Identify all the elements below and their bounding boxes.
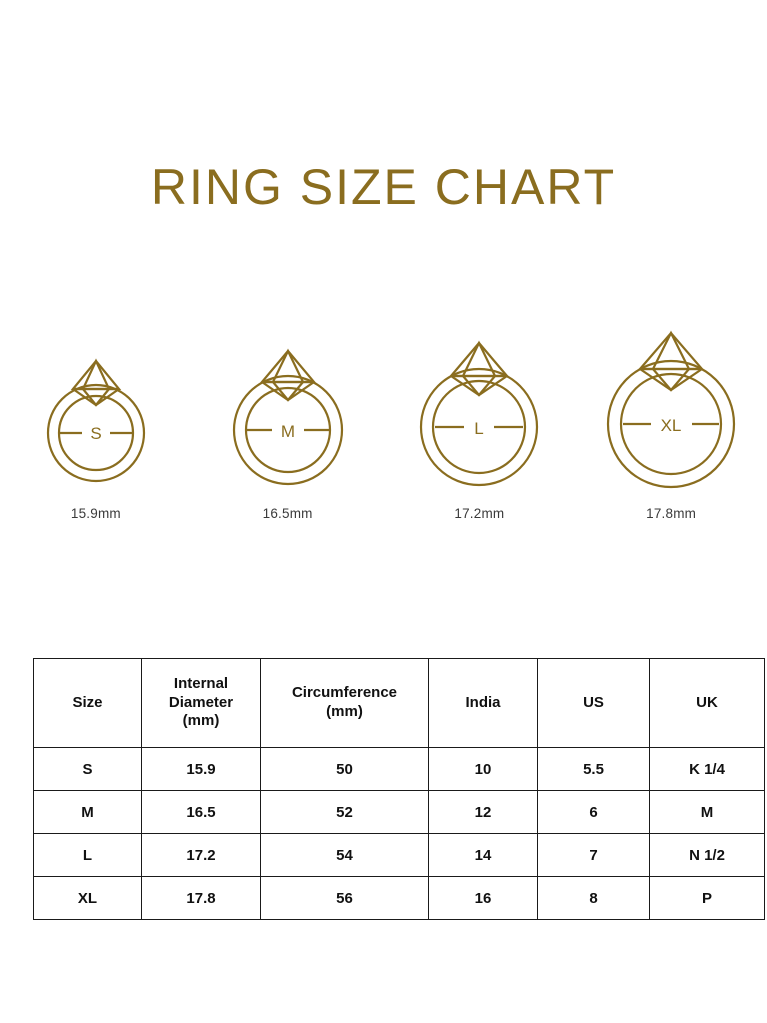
ring-size-table bbox=[33, 658, 765, 920]
ring-size-label: M bbox=[280, 422, 295, 441]
table-header bbox=[34, 659, 765, 748]
cell-india: 10 bbox=[429, 748, 538, 791]
cell-us: 5.5 bbox=[538, 748, 650, 791]
ring-diameter-caption: 17.2mm bbox=[454, 506, 505, 521]
cell-uk: M bbox=[650, 791, 765, 834]
column-header-india: India bbox=[429, 659, 538, 748]
cell-us: 8 bbox=[538, 877, 650, 920]
diamond-ring-icon bbox=[35, 340, 157, 490]
table-row bbox=[34, 877, 765, 920]
ring-illustration-l bbox=[389, 310, 569, 521]
diamond-ring-icon bbox=[404, 322, 554, 490]
table-row bbox=[34, 748, 765, 791]
column-header-line-2: Diameter bbox=[168, 693, 234, 711]
column-header-internal-diameter bbox=[142, 659, 261, 748]
cell-india: 12 bbox=[429, 791, 538, 834]
cell-uk: N 1/2 bbox=[650, 834, 765, 877]
ring-size-label: S bbox=[90, 424, 102, 443]
cell-circumference: 56 bbox=[261, 877, 429, 920]
ring-illustration-xl bbox=[581, 310, 761, 521]
cell-uk: P bbox=[650, 877, 765, 920]
ring-size-label: L bbox=[474, 419, 485, 438]
cell-circumference: 54 bbox=[261, 834, 429, 877]
column-header-line-3: (mm) bbox=[182, 712, 220, 730]
cell-uk: K 1/4 bbox=[650, 748, 765, 791]
column-header-line-2: (mm) bbox=[326, 703, 363, 720]
cell-circumference: 52 bbox=[261, 791, 429, 834]
cell-size: XL bbox=[34, 877, 142, 920]
cell-diameter: 15.9 bbox=[142, 748, 261, 791]
ring-illustration-m bbox=[198, 310, 378, 521]
column-header-size: Size bbox=[34, 659, 142, 748]
column-header-line-1: Internal bbox=[173, 674, 229, 692]
cell-diameter: 16.5 bbox=[142, 791, 261, 834]
ring-diameter-caption: 15.9mm bbox=[70, 506, 121, 521]
diamond-ring-icon-wrap bbox=[589, 310, 753, 490]
cell-india: 16 bbox=[429, 877, 538, 920]
column-header-line-1: Circumference bbox=[291, 684, 398, 702]
cell-circumference: 50 bbox=[261, 748, 429, 791]
column-header-us: US bbox=[538, 659, 650, 748]
ring-size-table-wrap bbox=[33, 658, 734, 920]
cell-size: L bbox=[34, 834, 142, 877]
diamond-ring-icon-wrap bbox=[404, 310, 554, 490]
cell-diameter: 17.8 bbox=[142, 877, 261, 920]
column-header-uk: UK bbox=[650, 659, 765, 748]
table-row bbox=[34, 791, 765, 834]
cell-us: 6 bbox=[538, 791, 650, 834]
ring-size-label: XL bbox=[660, 416, 682, 435]
ring-diameter-caption: 17.8mm bbox=[646, 506, 697, 521]
diamond-ring-icon-wrap bbox=[35, 310, 157, 490]
cell-size: S bbox=[34, 748, 142, 791]
page-title: RING SIZE CHART bbox=[150, 159, 617, 215]
column-header-circumference bbox=[261, 659, 429, 748]
table-row bbox=[34, 834, 765, 877]
diamond-ring-icon bbox=[219, 330, 357, 490]
ring-illustration-s bbox=[6, 310, 186, 521]
ring-illustrations bbox=[0, 310, 767, 521]
table-body bbox=[34, 748, 765, 920]
diamond-ring-icon bbox=[589, 312, 753, 490]
cell-size: M bbox=[34, 791, 142, 834]
cell-us: 7 bbox=[538, 834, 650, 877]
ring-diameter-caption: 16.5mm bbox=[262, 506, 313, 521]
diamond-ring-icon-wrap bbox=[219, 310, 357, 490]
cell-india: 14 bbox=[429, 834, 538, 877]
table-header-row bbox=[34, 659, 765, 748]
cell-diameter: 17.2 bbox=[142, 834, 261, 877]
